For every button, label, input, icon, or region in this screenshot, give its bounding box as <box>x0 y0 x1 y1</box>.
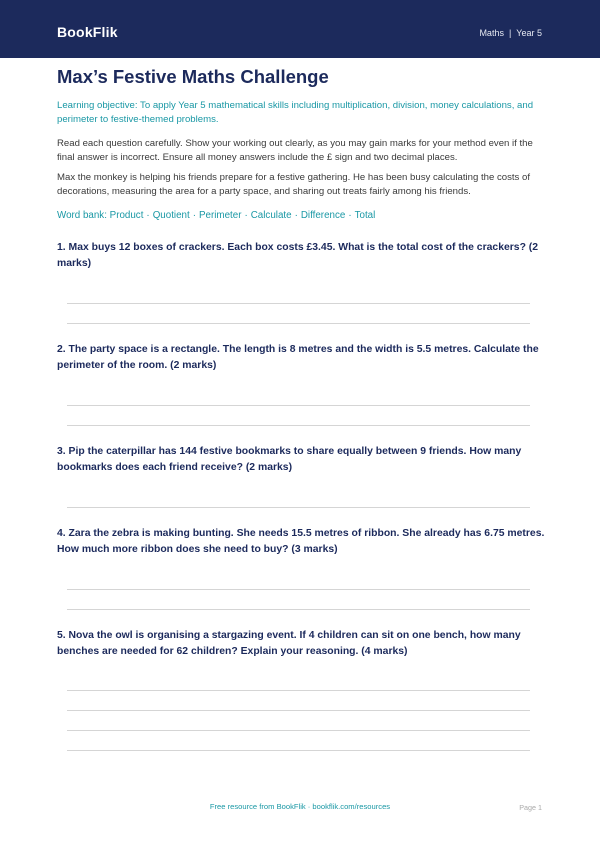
answer-line[interactable] <box>67 750 530 751</box>
page-header <box>0 0 600 58</box>
learning-objective: Learning objective: To apply Year 5 mathematical skills including multiplication, division, money calculations, and perimeter to festive-themed problems. <box>57 100 534 125</box>
answer-line[interactable] <box>67 303 530 304</box>
footer-resource-link[interactable]: Free resource from BookFlik · bookflik.com/resources <box>209 802 391 811</box>
question-5: 5. Nova the owl is organising a stargazing event. If 4 children can sit on one bench, how many benches are needed for 62 children? Explain your reasoning. (4 marks) <box>57 630 521 657</box>
answer-line[interactable] <box>67 425 530 426</box>
word-bank-word: Calculate <box>250 210 292 221</box>
answer-line[interactable] <box>67 323 530 324</box>
answer-line[interactable] <box>67 405 530 406</box>
word-bank-word: Perimeter <box>199 210 242 221</box>
subject-label: Maths <box>479 28 504 38</box>
question-4: 4. Zara the zebra is making bunting. She needs 15.5 metres of ribbon. She already has 6.75 metres. How much more ribbon does she need to buy? (3 marks) <box>57 528 545 555</box>
answer-line[interactable] <box>67 589 530 590</box>
answer-line[interactable] <box>67 730 530 731</box>
year-label: Year 5 <box>516 28 542 38</box>
question-2: 2. The party space is a rectangle. The length is 8 metres and the width is 5.5 metres. Calculate the perimeter of the room. (2 marks) <box>57 344 539 371</box>
word-bank: Word bank: Product · Quotient · Perimeter · Calculate · Difference · Total <box>57 210 376 221</box>
question-1: 1. Max buys 12 boxes of crackers. Each box costs £3.45. What is the total cost of the crackers? (2 marks) <box>57 242 539 269</box>
subject-year-meta <box>479 27 542 39</box>
meta-separator: | <box>508 28 512 38</box>
answer-line[interactable] <box>67 690 530 691</box>
answer-line[interactable] <box>67 710 530 711</box>
word-bank-label: Word bank: <box>57 210 107 221</box>
word-bank-word: Product <box>109 210 144 221</box>
brand-logo[interactable]: BookFlik <box>57 24 118 40</box>
word-bank-word: Quotient <box>152 210 190 221</box>
page-title: Max’s Festive Maths Challenge <box>57 66 329 87</box>
word-bank-word: Difference <box>300 210 346 221</box>
page-number: Page 1 <box>519 803 542 812</box>
answer-line[interactable] <box>67 507 530 508</box>
instructions-text: Read each question carefully. Show your working out clearly, as you may gain marks for your method even if the final answer is incorrect. Ensure all money answers include the £ sign and two decimal places. <box>57 138 533 163</box>
question-3: 3. Pip the caterpillar has 144 festive bookmarks to share equally between 9 friends. How many bookmarks does each friend receive? (2 marks) <box>57 446 522 473</box>
intro-text: Max the monkey is helping his friends prepare for a festive gathering. He has been busy calculating the costs of decorations, measuring the area for a party space, and sharing out treats fairly among his friends. <box>57 172 531 197</box>
word-bank-word: Total <box>354 210 376 221</box>
answer-line[interactable] <box>67 609 530 610</box>
